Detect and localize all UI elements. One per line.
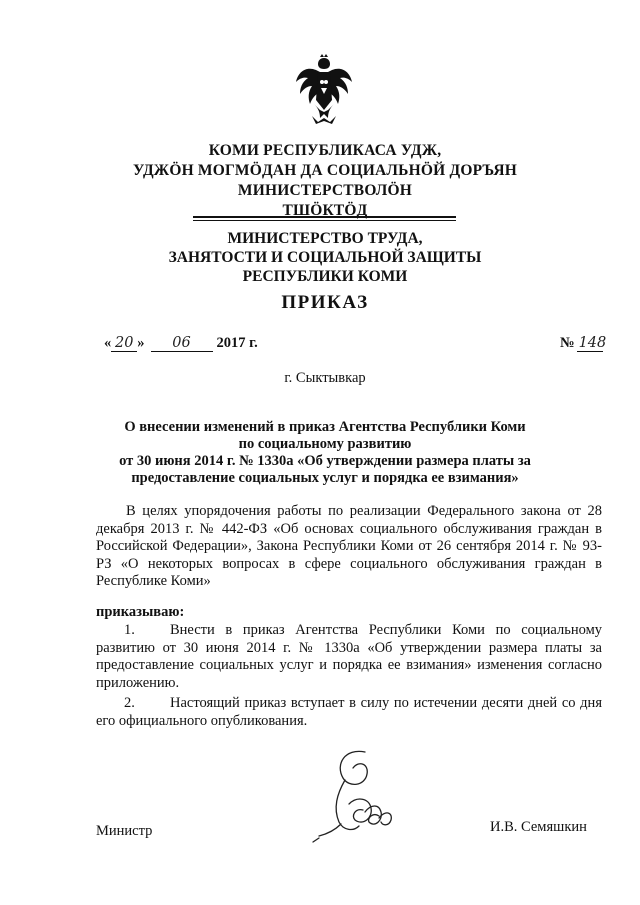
number-value-handwritten: 148 — [578, 335, 607, 351]
number-label: № — [560, 335, 575, 351]
document-subject — [110, 419, 540, 487]
preamble-paragraph: В целях упорядочения работы по реализации Федерального закона от 28 декабря 2013 г. № 442-ФЗ «Об основах социального обслуживания граждан в Российской Федерации», Закона Республики Коми от 26 сентября 2014 г. № 93-РЗ «О некоторых вопросах в сфере социального обслуживания граждан в Республике Коми» — [96, 503, 602, 590]
order-item — [96, 695, 602, 730]
date-month-handwritten: 06 — [151, 335, 213, 352]
header-komi-line: ТШÖКТÖД — [282, 202, 368, 219]
header-ru-line: РЕСПУБЛИКИ КОМИ — [242, 268, 408, 285]
document-city: г. Сыктывкар — [284, 370, 366, 386]
order-item-number: 2. — [124, 695, 135, 711]
date-year: 2017 г. — [216, 335, 258, 351]
date-close-quote: » — [137, 335, 145, 351]
document-date — [104, 335, 258, 352]
header-divider-thick — [193, 216, 456, 218]
order-word: приказываю: — [96, 604, 185, 620]
signer-role: Министр — [96, 823, 153, 839]
date-day-handwritten: 20 — [111, 335, 137, 352]
header-komi-line: МИНИСТЕРСТВОЛÖН — [237, 182, 413, 199]
date-open-quote: « — [104, 335, 112, 351]
header-ru-block — [130, 229, 520, 286]
header-ru-line: МИНИСТЕРСТВО ТРУДА, — [227, 230, 423, 247]
coat-of-arms-icon — [292, 54, 356, 126]
header-ru-line: ЗАНЯТОСТИ И СОЦИАЛЬНОЙ ЗАЩИТЫ — [168, 249, 482, 266]
subject-line: по социальному развитию — [238, 436, 412, 452]
order-item-number: 1. — [124, 622, 135, 638]
order-item-text: Настоящий приказ вступает в силу по истечении десяти дней со дня его официального опубликования. — [96, 695, 602, 729]
document-title: ПРИКАЗ — [281, 292, 369, 313]
document-number — [560, 335, 607, 352]
order-item-text: Внести в приказ Агентства Республики Коми по социальному развитию от 30 июня 2014 г. № 1330а «Об утверждении размера платы за предоставление социальных услуг и порядка ее взимания» изменения согласно приложению. — [96, 622, 602, 691]
order-item — [96, 622, 602, 692]
header-divider-thin — [193, 220, 456, 221]
subject-line: предоставление социальных услуг и порядка ее взимания» — [131, 470, 519, 486]
header-komi-block — [130, 141, 520, 221]
signer-name: И.В. Семяшкин — [490, 819, 587, 835]
subject-line: от 30 июня 2014 г. № 1330а «Об утверждении размера платы за — [119, 453, 531, 469]
header-komi-line: КОМИ РЕСПУБЛИКАСА УДЖ, — [208, 142, 442, 159]
handwritten-signature — [305, 746, 405, 846]
header-komi-line: УДЖÖН МОГМÖДАН ДА СОЦИАЛЬНÖЙ ДОРЪЯН — [132, 162, 518, 179]
subject-line: О внесении изменений в приказ Агентства Республики Коми — [124, 419, 526, 435]
